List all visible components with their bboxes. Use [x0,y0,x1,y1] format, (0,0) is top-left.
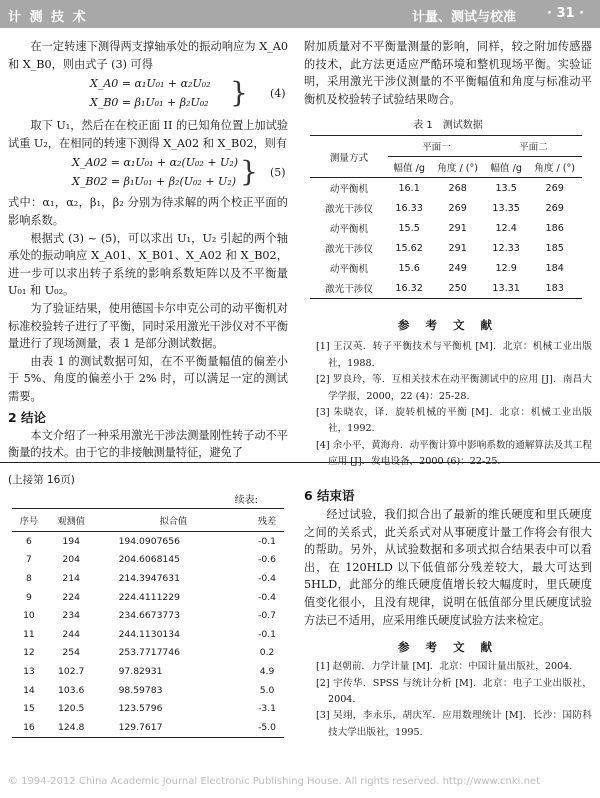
table-header: 观测值 [46,509,97,532]
table-cell: 186 [545,222,564,234]
table-cell: 291 [448,222,467,234]
table-row [12,681,284,700]
section-heading: 6 结束语 [304,488,355,503]
equation-5 [8,154,288,194]
table-cell: 120.5 [58,703,85,715]
table-cell: 动平衡机 [329,184,369,196]
table-cell: 254 [62,647,80,659]
table-cell: 250 [448,282,467,294]
table-cell: 269 [545,202,564,214]
table-cell: 224.4111229 [118,591,180,603]
table-cell: 244.1130134 [118,628,180,640]
table-row [12,644,284,663]
reference-item: [3] 朱晓农，译．旋转机械的平衡 [M]．北京：机械工业出版社，1992. [316,407,592,435]
continued-note: (上接第 16页) [8,474,75,486]
table-cell: 12.9 [495,262,517,274]
table-cell: -0.1 [258,535,277,547]
table-row [12,569,284,588]
table-cell: 184 [545,262,564,274]
paragraph: 由表 1 的测试数据可知，在不平衡量幅值的偏差小于 5%、角度的偏差小于 2% 时，可以满足一定的测试需要。 [8,354,288,403]
equation-line: X_B0 = β₁U₀₁ + β₂U₀₂ [90,96,209,110]
reference-item: [2] 罗良玲，等．互相关技术在动平衡测试中的应用 [J]．南昌大学学报，2000，22 (4)：25-28. [316,374,592,402]
table-cell: 8 [25,572,32,584]
table-cell: 13 [23,665,35,677]
table-cell: 12.4 [495,222,517,234]
table-cell: 183 [545,282,564,294]
table-cell: 214 [62,572,80,584]
table-cell: 123.5796 [118,703,163,715]
left-column [8,38,288,462]
table-cell: 9 [25,591,32,603]
table-cell: 13.35 [492,202,520,214]
paragraph: 在一定转速下测得两支撑轴承处的振动响应为 X_A0 和 X_B0，则由式子 (3) 可得 [8,40,288,71]
table-cell: -0.4 [258,572,277,584]
table-header: 幅值 /g [388,157,430,178]
references-list [304,659,592,741]
table-cell: 253.7717746 [118,647,180,659]
table-row [12,532,284,551]
divider [0,462,600,463]
references-title: 参 考 文 献 [397,640,498,655]
table-cell: 10 [23,610,35,622]
table-cell: 291 [448,242,467,254]
table-cell: 15.62 [395,242,423,254]
table-cell: 129.7617 [118,721,163,733]
fit-results-table [12,508,284,738]
table-header: 幅值 /g [485,157,527,178]
table-cell: 12 [23,647,35,659]
table-cell: 激光干涉仪 [325,284,373,296]
continued-label: 续表: [234,495,258,506]
table-cell: 102.7 [58,665,85,677]
copyright-footer: © 1994-2012 China Academic Journal Electronic Publishing House. All rights reserved. http://www.cnki.net [8,776,540,787]
equation-line: X_A02 = α₁U₀₁ + α₂(U₀₂ + U₂) [72,156,239,170]
table-cell: 16.1 [398,182,420,194]
table-cell: 204.6068145 [118,554,180,566]
table-cell: 激光干涉仪 [325,244,373,256]
table-cell: 224 [62,591,80,603]
table-row [12,718,284,737]
table-cell: 0.2 [259,647,275,659]
table-cell: 97.82931 [118,665,163,677]
table-row [310,258,582,278]
table-cell: 103.6 [58,684,85,696]
table-cell: -0.6 [258,554,277,566]
table-cell: 194 [62,535,80,547]
table-cell: 7 [25,554,32,566]
table-cell: 激光干涉仪 [325,204,373,216]
table-header: 测量方式 [310,136,388,178]
conclusion-section [304,486,592,741]
table-row [12,699,284,718]
table-cell: 15.6 [398,262,420,274]
table-cell: 194.0907656 [118,535,180,547]
table-row [12,606,284,625]
table-cell: 13.31 [492,282,520,294]
journal-name: 计 测 技 术 [8,10,88,25]
table-row [12,662,284,681]
table-header: 序号 [12,509,46,532]
table-row [12,625,284,644]
table-cell: -0.1 [258,628,277,640]
table-cell: 204 [62,554,80,566]
table-row [310,178,582,199]
paragraph: 附加质量对不平衡量测量的影响，同样，较之附加传感器的技术，此方法更适应严酷环境和整机现场平衡。实验证明，采用激光干涉仪测量的不平衡幅值和角度与标准动平衡机及校验转子试验结果吻合。 [304,40,592,106]
paragraph: 为了验证结果，使用德国卡尔申克公司的动平衡机对标准校验转子进行了平衡，同时采用激光干涉仪对不平衡量进行了现场测量，表 1 是部分测试数据。 [8,301,288,351]
table-cell: 16.33 [395,202,423,214]
table-cell: 13.5 [495,182,517,194]
section-name: 计量、测试与校准 [412,10,517,25]
table-cell: 5.0 [259,684,275,696]
table-row [12,588,284,607]
references-title: 参 考 文 献 [397,318,498,333]
table-cell: -0.7 [258,610,277,622]
equation-number: (5) [270,166,286,180]
paragraph: 本文介绍了一种采用激光干涉法测量刚性转子动不平衡量的技术。由于它的非接触测量特征，避免了 [8,428,288,460]
table-cell: 4.9 [259,665,275,677]
equation-number: (4) [270,87,286,101]
table-cell: 268 [448,182,467,194]
paragraph: 根据式 (3) ~ (5)，可以求出 U₁，U₂ 引起的两个轴承处的振动响应 X_A01、X_B01、X_A02 和 X_B02，进一步可以求出转子系统的影响系数矩阵以及不平衡量 U₀₁ 和 U₀₂。 [8,231,288,298]
table-row [12,551,284,570]
table-header: 残差 [250,509,284,532]
section-heading: 2 结论 [8,409,47,425]
references-list [304,339,592,470]
table-cell: 98.59783 [118,684,163,696]
table-cell: 244 [62,628,80,640]
table-cell: 14 [23,684,35,696]
table-cell: 12.33 [492,242,520,254]
table-header: 角度 / (°) [430,157,485,178]
equation-line: X_A0 = α₁U₀₁ + α₂U₀₂ [90,77,211,91]
table-cell: 234.6673773 [118,610,180,622]
table-row [310,218,582,238]
table-cell: 6 [25,535,32,547]
reference-item: [4] 余小平，黄海舟．动平衡计算中影响系数的通解算法及其工程应用 [J]．发电设备，2000 (6)：22-25. [316,439,592,468]
table-row [310,198,582,218]
reference-item: [1] 赵朝前．力学计量 [M]．北京：中国计量出版社，2004. [316,661,573,673]
table-cell: 185 [545,242,564,254]
table-cell: 124.8 [58,721,85,733]
paragraph: 取下 U₁，然后在在校正面 II 的已知角位置上加试验试重 U₂，在相同的转速下测得 X_A02 和 X_B02，则有 [8,119,288,150]
equation-line: X_B02 = β₁U₀₁ + β₂(U₀₂ + U₂) [72,175,237,189]
reference-item: [1] 王汉英．转子平衡技术与平衡机 [M]．北京：机械工业出版社，1988. [316,341,592,369]
reference-item: [3] 吴翊，李永乐，胡庆军．应用数理统计 [M]．长沙：国防科技大学出版社，1995. [316,710,592,738]
brace: } [240,155,258,189]
table-header: 平面二 [485,136,582,157]
table-header: 角度 / (°) [527,157,582,178]
table-cell: -0.4 [258,591,277,603]
table-row [310,238,582,258]
paragraph: 经过试验，我们拟合出了最新的维氏硬度和里氏硬度之间的关系式，此关系式对从事硬度计量工作将会有很大的帮助。另外，从试验数据和多项式拟合结果表中可以看出，在 120HLD 以下低值部分残差较大，最大可达到 5HLD，此部分的维氏硬度值增长较大幅度时，里氏硬度值变化很小，且没有规律，说明在低值部分里氏硬度试验方法已不适用，应采用维氏硬度试验方法来检定。 [304,508,592,627]
table-cell: 249 [448,262,467,274]
reference-item: [2] 宇传华．SPSS 与统计分析 [M]．北京：电子工业出版社，2004. [316,677,592,705]
table-cell: 269 [545,182,564,194]
continued-section [8,472,294,738]
paragraph: 式中：α₁，α₂，β₁，β₂ 分别为待求解的两个校正平面的影响系数。 [8,196,288,227]
table-cell: 16.32 [395,282,423,294]
equation-4 [8,75,288,115]
table-cell: 动平衡机 [329,264,369,276]
test-data-table [310,135,582,299]
table-cell: 16 [23,721,35,733]
table-cell: -3.1 [258,703,277,715]
page-number: · 31 · [547,6,585,21]
right-column [304,38,592,471]
table-cell: 234 [62,610,80,622]
table-cell: 动平衡机 [329,224,369,236]
table-cell: 11 [23,628,35,640]
table-header: 拟合值 [97,509,251,532]
table-cell: 15 [23,703,35,715]
table-header: 平面一 [388,136,485,157]
brace: } [230,76,248,110]
table-cell: -5.0 [258,721,277,733]
table-caption: 表 1 测试数据 [413,120,483,132]
table-cell: 214.3947631 [118,572,180,584]
table-cell: 15.5 [398,222,420,234]
table-row [310,278,582,299]
table-cell: 269 [448,202,467,214]
